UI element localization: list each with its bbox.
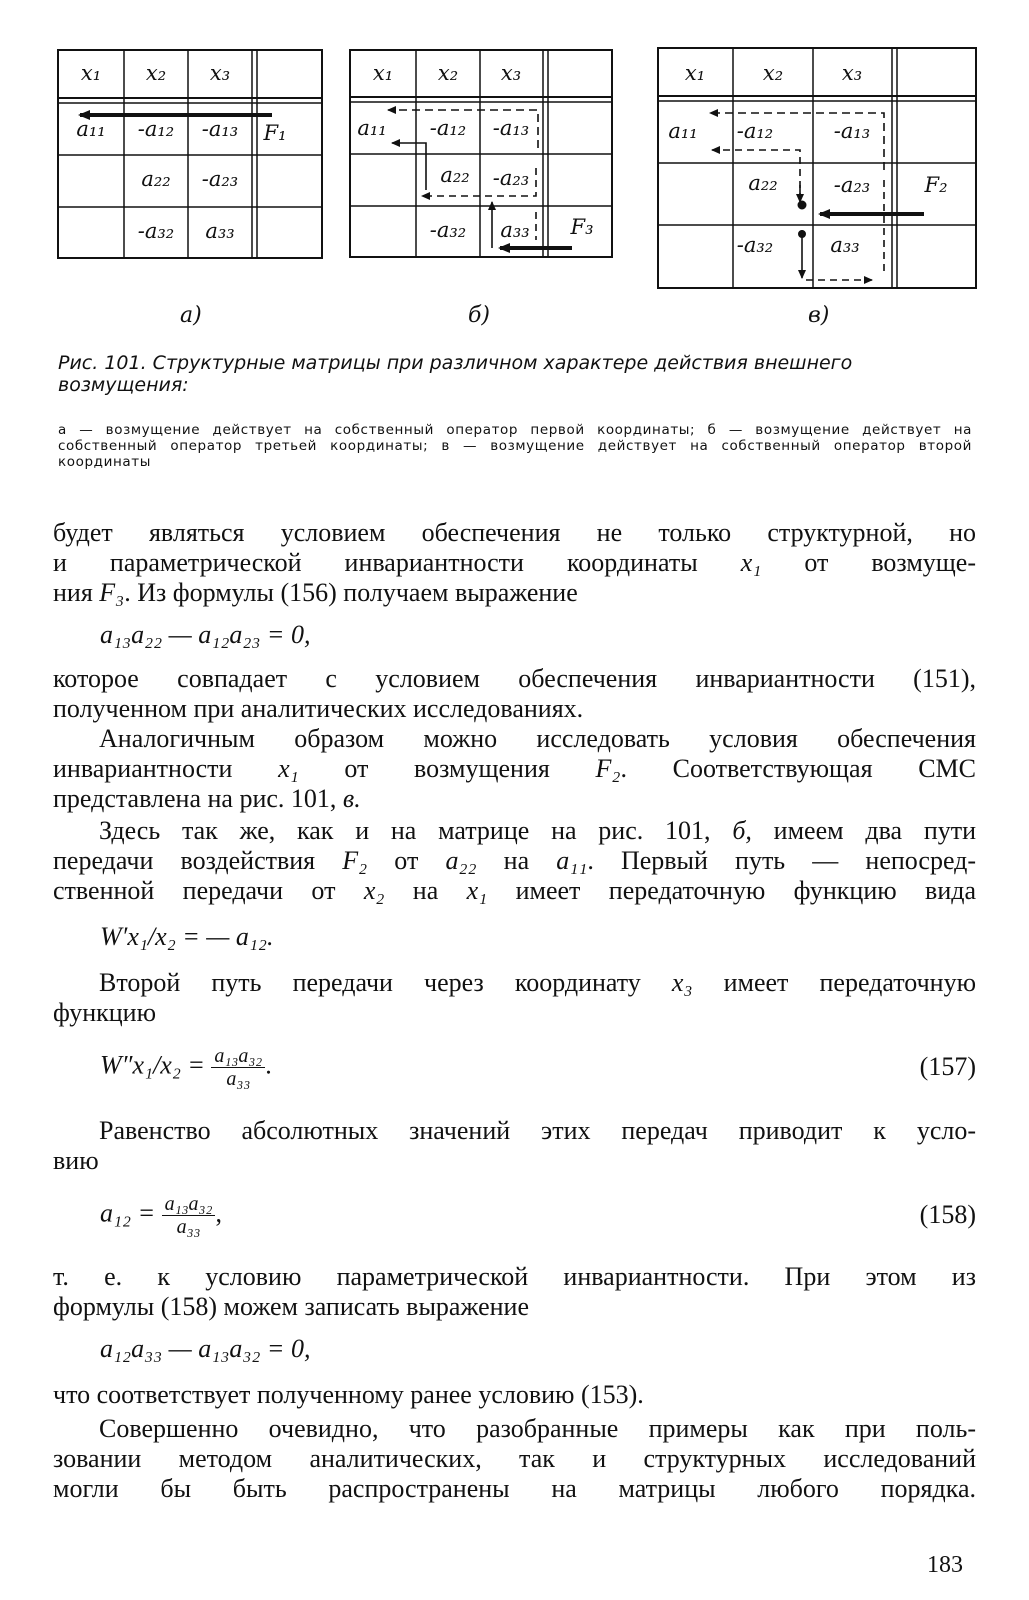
matrix-column-header: x₃ <box>841 61 863 85</box>
text-line: ния F₃. Из формулы (156) получаем выражение <box>53 578 578 607</box>
matrix-cell: -a₁₂ <box>429 116 467 140</box>
figure-structure-matrices <box>0 0 1029 345</box>
equation-2: W′x₁/x₂ = — a₁₂. <box>100 922 274 951</box>
text-line: функцию <box>53 998 156 1027</box>
equation-157: W″x₁/x₂ = $\frac{\text{a₁₃a₃₂}}{\text{a₃₃}}$ . <box>100 1045 272 1090</box>
disturbance-label: F₂ <box>924 173 948 197</box>
text-line: Второй путь передачи через координату x₃ имеет передаточную <box>99 968 977 997</box>
figure-caption-title: Рис. 101. Структурные матрицы при различном характере действия внешнего возмущения: <box>58 352 853 396</box>
text-line: и параметрической инвариантности координаты x₁ от возмуще- <box>53 548 977 577</box>
panel-a-label: а) <box>180 303 202 328</box>
text-line: что соответствует полученному ранее условию (153). <box>53 1380 644 1409</box>
matrix-cell: -a₃₂ <box>736 233 774 257</box>
matrix-column-header: x₂ <box>437 61 459 85</box>
text-line: зовании методом аналитических, так и структурных исследований <box>53 1444 976 1473</box>
disturbance-label: F₁ <box>263 121 287 145</box>
matrix-cell: -a₁₃ <box>833 119 871 143</box>
panel-c-label: в) <box>808 303 830 328</box>
matrix-cell: -a₂₃ <box>201 167 239 191</box>
matrix-cells <box>76 61 947 257</box>
text-line: будет являться условием обеспечения не только структурной, но <box>53 518 976 547</box>
matrix-cell: a₂₂ <box>440 163 470 187</box>
text-line: полученном при аналитических исследованиях. <box>53 694 584 723</box>
text-line: могли бы быть распространены на матрицы любого порядка. <box>53 1474 976 1503</box>
text-line: Совершенно очевидно, что разобранные примеры как при поль- <box>99 1414 976 1443</box>
text-line: т. е. к условию параметрической инвариантности. При этом из <box>53 1262 976 1291</box>
equation-number-158: (158) <box>919 1200 976 1229</box>
matrix-cell: a₁₁ <box>357 116 387 140</box>
matrix-cell: -a₃₂ <box>429 218 467 242</box>
panel-c <box>658 48 976 288</box>
matrix-cell: -a₁₃ <box>201 117 239 141</box>
page-number: 183 <box>927 1552 963 1578</box>
equation-158: a₁₂ = $\frac{\text{a₁₃a₃₂}}{\text{a₃₃}}$ , <box>100 1193 222 1238</box>
matrix-column-header: x₁ <box>80 61 102 85</box>
text-line: передачи воздействия F₂ от a₂₂ на a₁₁. Первый путь — непосред- <box>53 846 977 875</box>
matrix-column-header: x₃ <box>500 61 522 85</box>
text-line: Равенство абсолютных значений этих передач приводит к усло- <box>99 1116 976 1145</box>
text-line: формулы (158) можем записать выражение <box>53 1292 529 1321</box>
panel-b-label: б) <box>468 303 491 328</box>
text-line: которое совпадает с условием обеспечения инвариантности (151), <box>53 664 976 693</box>
text-line: ственной передачи от x₂ на x₁ имеет передаточную функцию вида <box>53 876 977 905</box>
matrix-column-header: x₁ <box>684 61 706 85</box>
matrix-cell: a₃₃ <box>205 219 235 243</box>
matrix-cell: -a₁₃ <box>492 116 530 140</box>
text-line: Аналогичным образом можно исследовать условия обеспечения <box>99 724 976 753</box>
matrix-cell: a₁₁ <box>668 119 698 143</box>
figure-caption-body: а — возмущение действует на собственный оператор первой координаты; б — возмущение действует на собственный оператор третьей координаты; в — возмущение действует на собственный оператор второй координаты <box>58 422 972 470</box>
equation-5: a₁₂a₃₃ — a₁₃a₃₂ = 0, <box>100 1334 311 1363</box>
matrix-cell: a₁₁ <box>76 117 106 141</box>
matrix-cell: -a₁₂ <box>137 117 175 141</box>
matrix-cell: a₂₂ <box>748 171 778 195</box>
matrix-cell: -a₂₃ <box>492 166 530 190</box>
equation-1: a₁₃a₂₂ — a₁₂a₂₃ = 0, <box>100 620 311 649</box>
matrix-column-header: x₂ <box>145 61 167 85</box>
matrix-column-header: x₁ <box>372 61 394 85</box>
text-line: Здесь так же, как и на матрице на рис. 101, б, имеем два пути <box>99 816 977 845</box>
disturbance-label: F₃ <box>570 215 594 239</box>
text-line: вию <box>53 1146 99 1175</box>
text-line: представлена на рис. 101, в. <box>53 784 361 813</box>
matrix-cell: a₂₂ <box>141 167 171 191</box>
text-line: инвариантности x₁ от возмущения F₂. Соответствующая СМС <box>53 754 977 783</box>
matrix-cell: -a₂₃ <box>833 173 871 197</box>
path-a22-a11 <box>392 143 426 190</box>
matrix-cell: -a₁₂ <box>736 119 774 143</box>
matrix-cell: -a₃₂ <box>137 219 175 243</box>
matrix-cell: a₃₃ <box>830 233 860 257</box>
matrix-column-header: x₂ <box>762 61 784 85</box>
matrix-cell: a₃₃ <box>500 218 530 242</box>
equation-number-157: (157) <box>919 1052 976 1081</box>
matrix-column-header: x₃ <box>209 61 231 85</box>
